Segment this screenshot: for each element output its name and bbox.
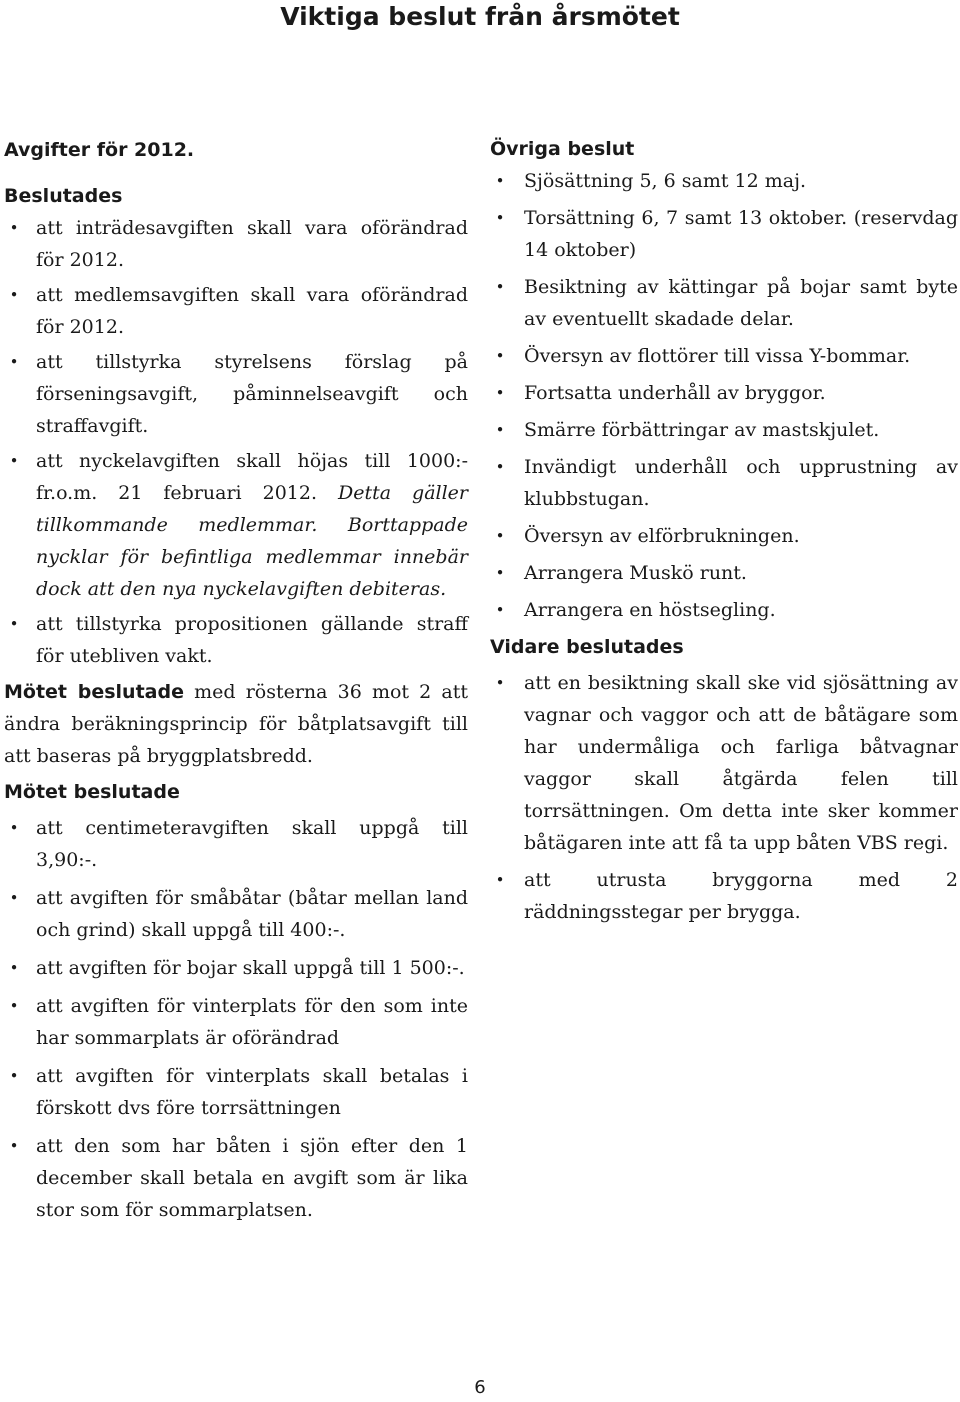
bullet-icon: • bbox=[9, 1137, 19, 1155]
bullet-icon: • bbox=[9, 219, 19, 237]
list-item: • Arrangera en höstsegling. bbox=[490, 594, 958, 626]
page-number: 6 bbox=[474, 1377, 486, 1398]
inline-heading: Mötet beslutade bbox=[4, 681, 184, 703]
list-item: • att tillstyrka propositionen gällande straff för utebliven vakt. bbox=[4, 608, 468, 672]
section-heading-decided: Beslutades bbox=[4, 185, 123, 207]
list-item: • Översyn av flottörer till vissa Y-bommar. bbox=[490, 340, 958, 372]
bullet-icon: • bbox=[495, 209, 505, 227]
bullet-icon: • bbox=[9, 819, 19, 837]
list-item: • att avgiften för småbåtar (båtar mellan land och grind) skall uppgå till 400:-. bbox=[4, 882, 468, 946]
bullet-icon: • bbox=[9, 997, 19, 1015]
bullet-icon: • bbox=[495, 564, 505, 582]
list-item: • Torsättning 6, 7 samt 13 oktober. (reservdag 14 oktober) bbox=[490, 202, 958, 266]
list-item: • att en besiktning skall ske vid sjösättning av vagnar och vaggor och att de båtägare som har undermåliga och farliga båtvagnar vaggor skall åtgärda felen till torrsättningen. Om detta inte sker kommer båtägaren inte att få ta upp båten VBS regi. bbox=[490, 667, 958, 859]
list-item: • att avgiften för vinterplats för den som inte har sommarplats är oförändrad bbox=[4, 990, 468, 1054]
right-column bbox=[490, 133, 958, 933]
page-title: Viktiga beslut från årsmötet bbox=[280, 2, 680, 31]
bullet-icon: • bbox=[495, 421, 505, 439]
list-item: • Översyn av elförbrukningen. bbox=[490, 520, 958, 552]
bullet-icon: • bbox=[495, 527, 505, 545]
decided-list bbox=[4, 212, 468, 672]
left-column bbox=[4, 134, 468, 1232]
list-item: • Arrangera Muskö runt. bbox=[490, 557, 958, 589]
bullet-icon: • bbox=[495, 458, 505, 476]
section-heading-other-decisions: Övriga beslut bbox=[490, 138, 635, 160]
list-item: • Sjösättning 5, 6 samt 12 maj. bbox=[490, 165, 958, 197]
bullet-icon: • bbox=[495, 347, 505, 365]
list-item: • att nyckelavgiften skall höjas till 1000:- fr.o.m. 21 februari 2012. Detta gäller tillkommande medlemmar. Borttappade nycklar för befintliga medlemmar innebär dock att den nya nyckelavgiften debiteras. bbox=[4, 445, 468, 605]
italic-note: Detta gäller tillkommande medlemmar. Borttappade nycklar för befintliga medlemmar innebär dock att den nya nyckelavgiften debiteras. bbox=[36, 482, 469, 600]
list-item: • att avgiften för bojar skall uppgå till 1 500:-. bbox=[4, 952, 468, 984]
bullet-icon: • bbox=[9, 615, 19, 633]
bullet-icon: • bbox=[495, 278, 505, 296]
bullet-icon: • bbox=[495, 674, 505, 692]
section-heading-fees: Avgifter för 2012. bbox=[4, 139, 195, 161]
list-item: • Besiktning av kättingar på bojar samt byte av eventuellt skadade delar. bbox=[490, 271, 958, 335]
list-item: • att utrusta bryggorna med 2 räddningsstegar per brygga. bbox=[490, 864, 958, 928]
bullet-icon: • bbox=[9, 1067, 19, 1085]
further-decided-list bbox=[490, 667, 958, 928]
list-item: • att medlemsavgiften skall vara oförändrad för 2012. bbox=[4, 279, 468, 343]
list-item: • Smärre förbättringar av mastskjulet. bbox=[490, 414, 958, 446]
section-heading-further-decided: Vidare beslutades bbox=[490, 636, 684, 658]
bullet-icon: • bbox=[495, 384, 505, 402]
other-decisions-list bbox=[490, 165, 958, 626]
bullet-icon: • bbox=[495, 871, 505, 889]
bullet-icon: • bbox=[9, 452, 19, 470]
list-item: • Fortsatta underhåll av bryggor. bbox=[490, 377, 958, 409]
bullet-icon: • bbox=[495, 172, 505, 190]
list-item: • att inträdesavgiften skall vara oförändrad för 2012. bbox=[4, 212, 468, 276]
list-item: • att centimeteravgiften skall uppgå till 3,90:-. bbox=[4, 812, 468, 876]
list-item: • att avgiften för vinterplats skall betalas i förskott dvs före torrsättningen bbox=[4, 1060, 468, 1124]
meeting-paragraph: Mötet beslutade med rösterna 36 mot 2 att ändra beräkningsprincip för båtplatsavgift till att baseras på bryggplatsbredd. bbox=[4, 681, 469, 767]
list-item: • Invändigt underhåll och upprustning av klubbstugan. bbox=[490, 451, 958, 515]
bullet-icon: • bbox=[495, 601, 505, 619]
bullet-icon: • bbox=[9, 889, 19, 907]
bullet-icon: • bbox=[9, 286, 19, 304]
bullet-icon: • bbox=[9, 959, 19, 977]
meeting-decided-list bbox=[4, 812, 468, 1226]
bullet-icon: • bbox=[9, 353, 19, 371]
section-heading-meeting-decided: Mötet beslutade bbox=[4, 781, 180, 803]
list-item: • att tillstyrka styrelsens förslag på förseningsavgift, påminnelseavgift och straffavgift. bbox=[4, 346, 468, 442]
list-item: • att den som har båten i sjön efter den 1 december skall betala en avgift som är lika stor som för sommarplatsen. bbox=[4, 1130, 468, 1226]
